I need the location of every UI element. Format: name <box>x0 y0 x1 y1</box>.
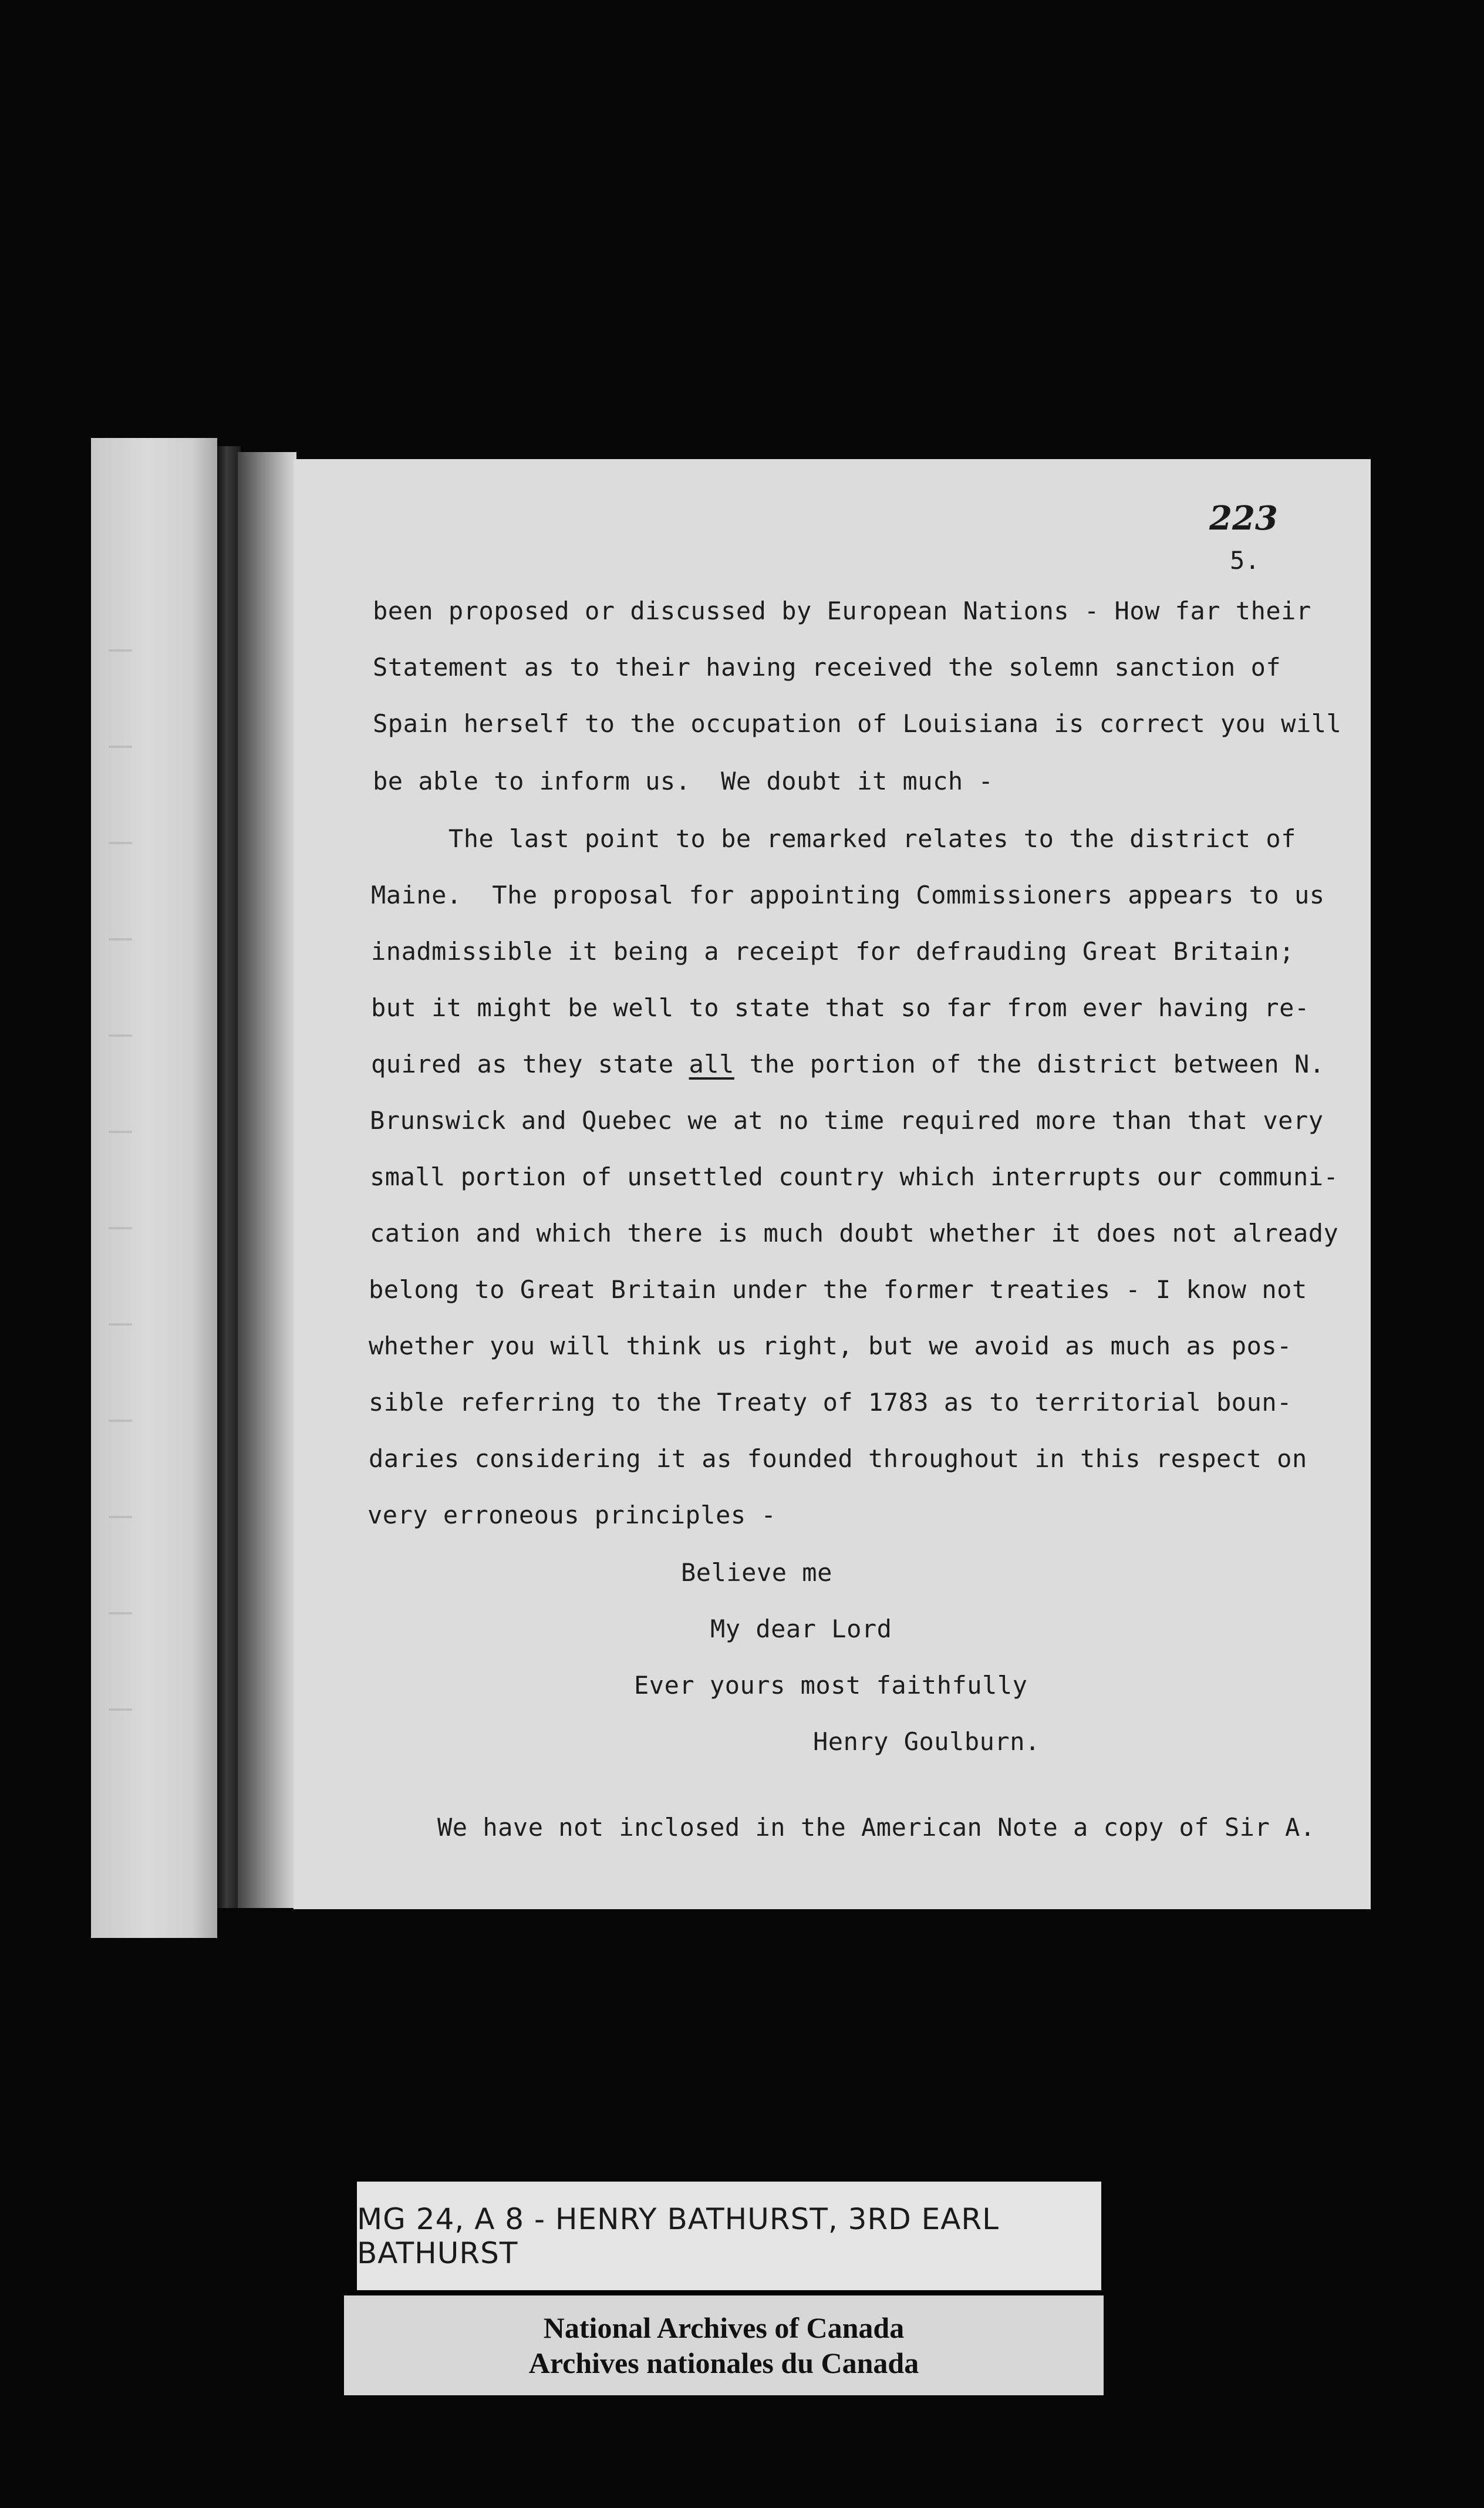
postscript-line: We have not inclosed in the American Note a copy of Sir A. <box>437 1813 1316 1842</box>
underlined-word: all <box>689 1050 734 1078</box>
text-line: inadmissible it being a receipt for defrauding Great Britain; <box>371 937 1294 966</box>
text-line: Brunswick and Quebec we at no time required more than that very <box>370 1106 1324 1135</box>
text-line: Maine. The proposal for appointing Commissioners appears to us <box>371 881 1325 909</box>
closing-line: Believe me <box>681 1558 832 1587</box>
text-line: cation and which there is much doubt whether it does not already <box>370 1219 1339 1248</box>
text-line: whether you will think us right, but we avoid as much as pos- <box>369 1331 1292 1360</box>
text-line: daries considering it as founded throughout in this respect on <box>369 1444 1307 1473</box>
text-line: be able to inform us. We doubt it much - <box>373 767 994 795</box>
page-number: 5. <box>1230 546 1260 575</box>
text-line: Spain herself to the occupation of Louisiana is correct you will <box>373 709 1342 738</box>
left-page-edge <box>91 438 217 1938</box>
closing-line: My dear Lord <box>710 1614 892 1643</box>
page-gutter-shadow <box>238 452 296 1908</box>
archives-stamp <box>344 2295 1104 2395</box>
text-line: been proposed or discussed by European Nations - How far their <box>373 596 1311 625</box>
reference-label-text: MG 24, A 8 - HENRY BATHURST, 3RD EARL BATHURST <box>357 2202 1000 2270</box>
folio-number: 223 <box>1209 499 1278 538</box>
reference-label <box>357 2182 1101 2290</box>
binding-gutter <box>217 446 241 1908</box>
text-line: small portion of unsettled country which interrupts our communi- <box>370 1162 1339 1191</box>
archives-french: Archives nationales du Canada <box>528 2347 919 2379</box>
text-line: The last point to be remarked relates to the district of <box>373 824 1296 853</box>
text-line: sible referring to the Treaty of 1783 as to territorial boun- <box>369 1388 1292 1417</box>
text-line: very erroneous principles - <box>367 1501 777 1529</box>
text-line <box>371 1050 1325 1078</box>
signature: Henry Goulburn. <box>813 1727 1040 1756</box>
text-segment: quired as they state <box>371 1050 689 1078</box>
text-segment: the portion of the district between N. <box>734 1050 1325 1078</box>
text-line: belong to Great Britain under the former treaties - I know not <box>369 1275 1307 1304</box>
closing-line: Ever yours most faithfully <box>634 1671 1028 1700</box>
text-line: Statement as to their having received the solemn sanction of <box>373 653 1281 682</box>
text-line: but it might be well to state that so far from ever having re- <box>371 993 1310 1022</box>
archives-english: National Archives of Canada <box>543 2311 905 2344</box>
